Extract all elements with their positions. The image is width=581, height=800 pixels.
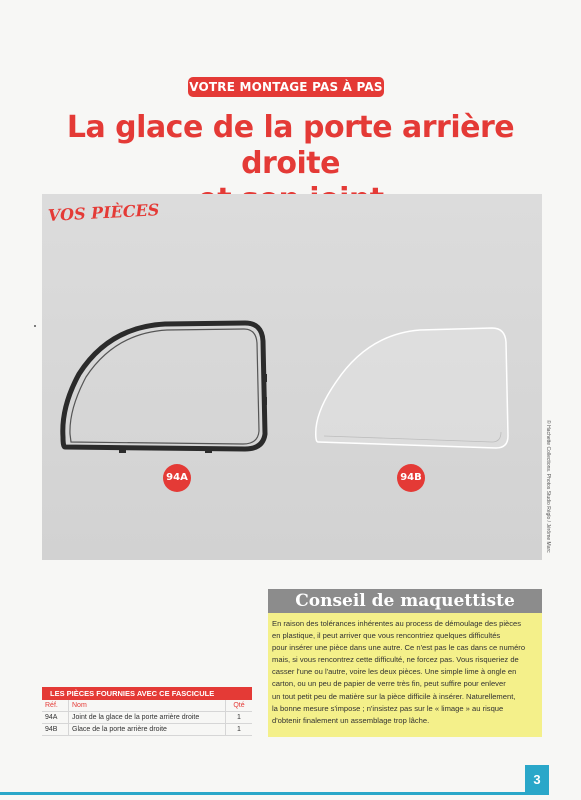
window-glass-image <box>312 324 512 454</box>
tip-line: casser l'une ou l'autre, voire les deux pièces. Une simple lime à ongle en <box>272 667 517 677</box>
footer-rule <box>0 792 525 795</box>
cell-qty: 1 <box>226 724 253 736</box>
tip-line: mais, si vous rencontrez cette difficulté, ne forcez pas. Vous risqueriez de <box>272 655 519 665</box>
marker-94b: 94B <box>397 464 425 492</box>
cell-ref: 94A <box>42 712 69 724</box>
tip-line: un tout petit peu de matière sur la pièce difficile à insérer. Naturellement, <box>272 691 516 701</box>
modeller-tip-box <box>268 589 542 737</box>
table-header-row <box>42 700 252 712</box>
photo-credit: © Hachette Collections. Photos Studio Réglo / Jérôme Marc <box>545 420 551 553</box>
cell-ref: 94B <box>42 724 69 736</box>
cell-qty: 1 <box>226 712 253 724</box>
tip-line: en plastique, il peut arriver que vous rencontriez quelques difficultés <box>272 631 501 641</box>
table-row <box>42 712 252 724</box>
window-seal-image <box>57 319 287 459</box>
page-number: 3 <box>525 765 549 795</box>
tip-line: d'obtenir finalement un assemblage trop lâche. <box>272 715 430 725</box>
print-speck <box>34 325 36 327</box>
tip-heading: Conseil de maquettiste <box>268 589 542 613</box>
tip-line: En raison des tolérances inhérentes au process de démoulage des pièces <box>272 619 522 628</box>
parts-table <box>42 700 252 736</box>
col-ref: Réf. <box>42 700 69 712</box>
parts-heading: VOS PIÈCES <box>47 200 160 225</box>
cell-name: Joint de la glace de la porte arrière droite <box>69 712 226 724</box>
tip-line: la bonne mesure s'impose ; n'insistez pas sur le « limage » au risque <box>272 703 504 713</box>
tip-body <box>268 613 542 737</box>
tip-line: pour insérer une pièce dans une autre. Ce n'est pas le cas dans ce numéro <box>272 643 526 653</box>
parts-table-heading: LES PIÈCES FOURNIES AVEC CE FASCICULE <box>42 687 252 700</box>
col-qty: Qté <box>226 700 253 712</box>
cell-name: Glace de la porte arrière droite <box>69 724 226 736</box>
title-line-1: La glace de la porte arrière droite <box>66 110 515 181</box>
supplied-parts-table <box>42 687 252 736</box>
table-row <box>42 724 252 736</box>
section-badge: VOTRE MONTAGE PAS À PAS <box>188 77 384 97</box>
tip-line: carton, ou un peu de papier de verre très fin, peut suffire pour enlever <box>272 679 506 689</box>
parts-photo <box>42 194 542 560</box>
marker-94a: 94A <box>163 464 191 492</box>
col-name: Nom <box>69 700 226 712</box>
